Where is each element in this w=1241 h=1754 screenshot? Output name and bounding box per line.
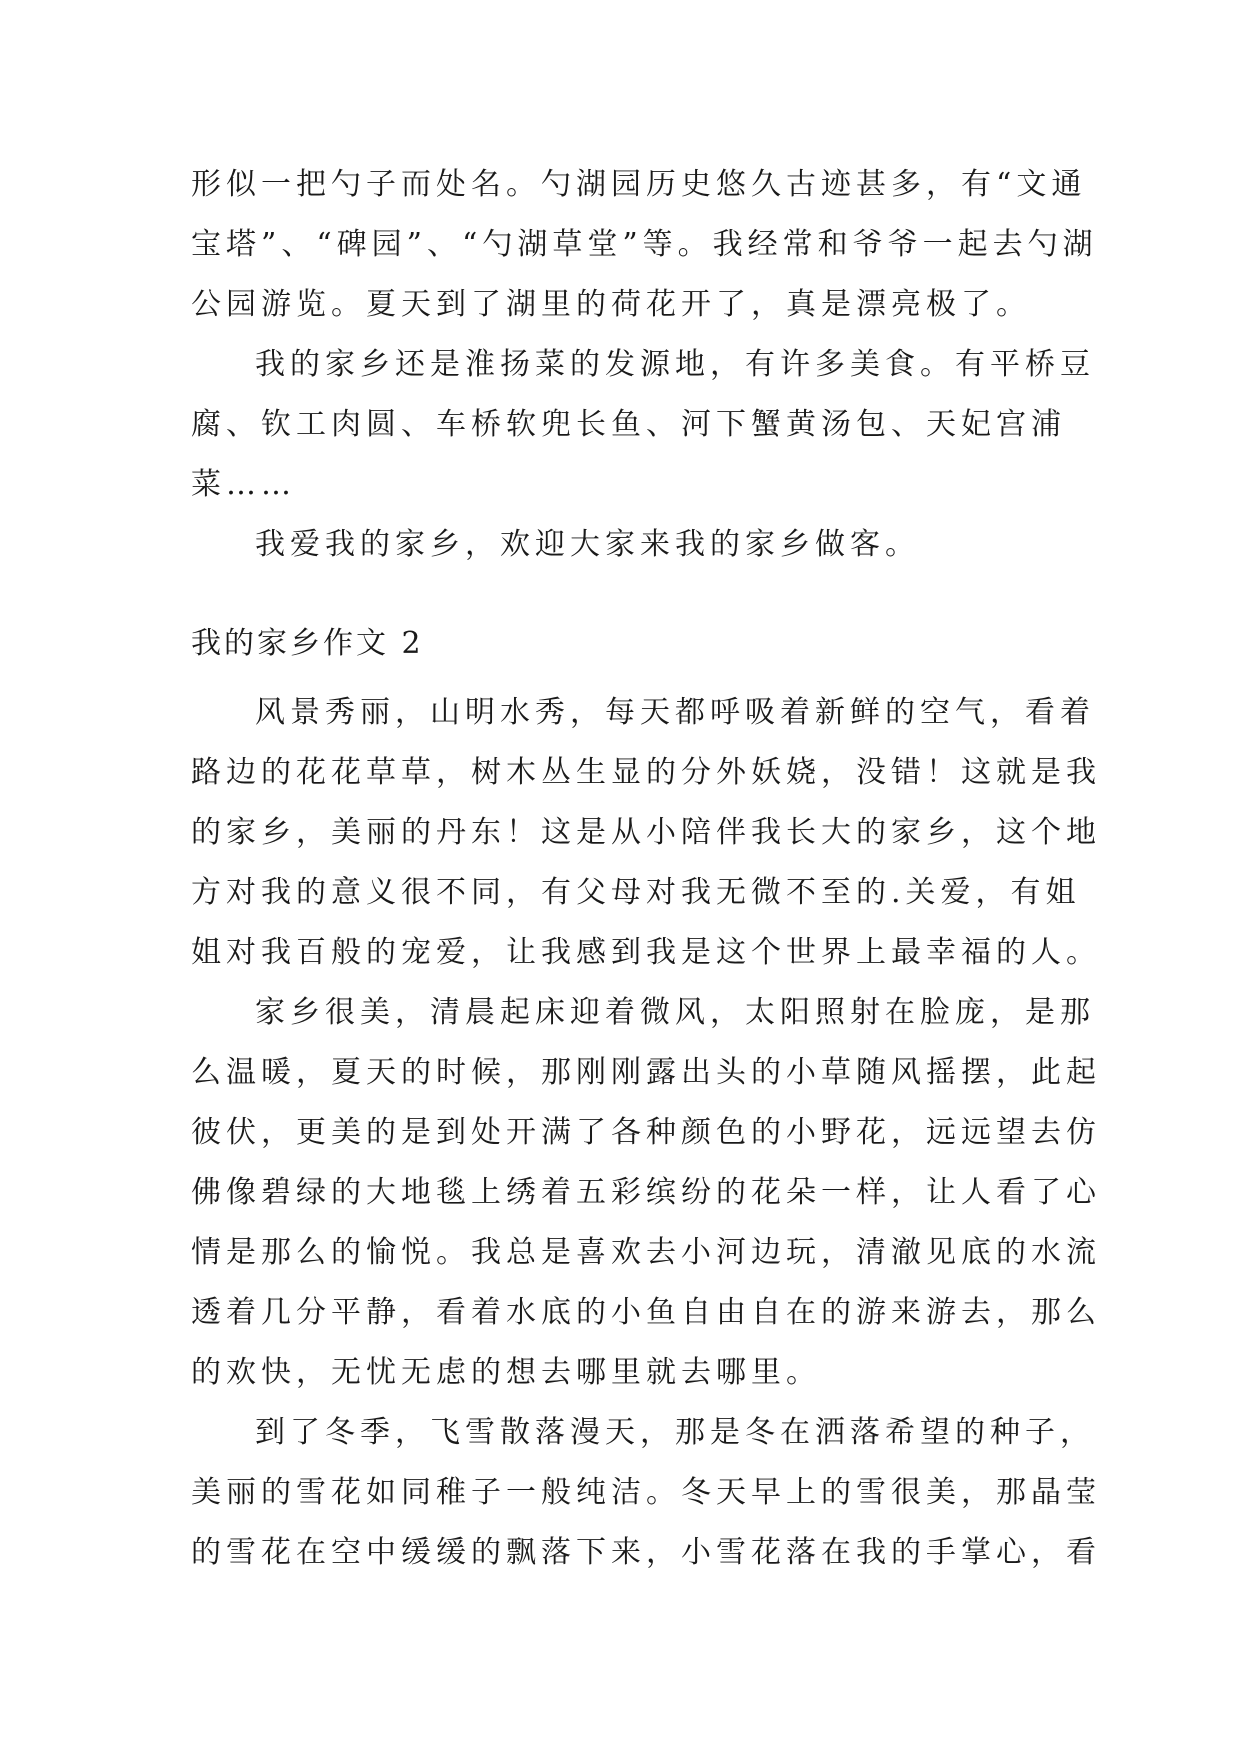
text-line: 情是那么的愉悦。我总是喜欢去小河边玩，清澈见底的水流	[191, 1235, 1101, 1270]
paragraph	[191, 335, 1095, 515]
text-line: 腐、钦工肉圆、车桥软兜长鱼、河下蟹黄汤包、天妃宫浦	[191, 407, 1066, 442]
text-line: 姐对我百般的宠爱，让我感到我是这个世界上最幸福的人。	[191, 935, 1101, 970]
text-line: 的家乡，美丽的丹东！这是从小陪伴我长大的家乡，这个地	[191, 815, 1101, 850]
section-gap	[191, 575, 1071, 614]
text-line: 宝塔”、“碑园”、“勺湖草堂”等。我经常和爷爷一起去勺湖	[191, 227, 1098, 262]
text-line: 佛像碧绿的大地毯上绣着五彩缤纷的花朵一样，让人看了心	[191, 1175, 1101, 1210]
text-line: 的欢快，无忧无虑的想去哪里就去哪里。	[191, 1355, 821, 1390]
section-title: 我的家乡作文 2	[191, 626, 424, 661]
paragraph	[191, 683, 1101, 983]
text-line: 美丽的雪花如同稚子一般纯洁。冬天早上的雪很美，那晶莹	[191, 1475, 1101, 1510]
text-line: 方对我的意义很不同，有父母对我无微不至的.关爱，有姐	[191, 875, 1081, 910]
text-line: 形似一把勺子而处名。勺湖园历史悠久古迹甚多，有“文通	[191, 167, 1087, 202]
text-line: 风景秀丽，山明水秀，每天都呼吸着新鲜的空气，看着	[255, 695, 1095, 730]
text-line: 彼伏，更美的是到处开满了各种颜色的小野花，远远望去仿	[191, 1115, 1101, 1150]
text-line: 我爱我的家乡，欢迎大家来我的家乡做客。	[255, 527, 920, 562]
text-line: 家乡很美，清晨起床迎着微风，太阳照射在脸庞，是那	[255, 995, 1095, 1030]
text-line: 菜……	[191, 467, 296, 502]
document-body	[191, 155, 1101, 1583]
text-line: 到了冬季，飞雪散落漫天，那是冬在洒落希望的种子，	[255, 1415, 1095, 1450]
text-line: 的雪花在空中缓缓的飘落下来，小雪花落在我的手掌心，看	[191, 1535, 1101, 1570]
paragraph	[191, 155, 1098, 335]
text-line: 路边的花花草草，树木丛生显的分外妖娆，没错！这就是我	[191, 755, 1101, 790]
paragraph	[191, 983, 1101, 1403]
paragraph	[191, 1403, 1101, 1583]
text-line: 透着几分平静，看着水底的小鱼自由自在的游来游去，那么	[191, 1295, 1101, 1330]
text-line: 么温暖，夏天的时候，那刚刚露出头的小草随风摇摆，此起	[191, 1055, 1101, 1090]
text-line: 公园游览。夏天到了湖里的荷花开了，真是漂亮极了。	[191, 287, 1031, 322]
paragraph	[191, 515, 1071, 575]
text-line: 我的家乡还是淮扬菜的发源地，有许多美食。有平桥豆	[255, 347, 1095, 382]
